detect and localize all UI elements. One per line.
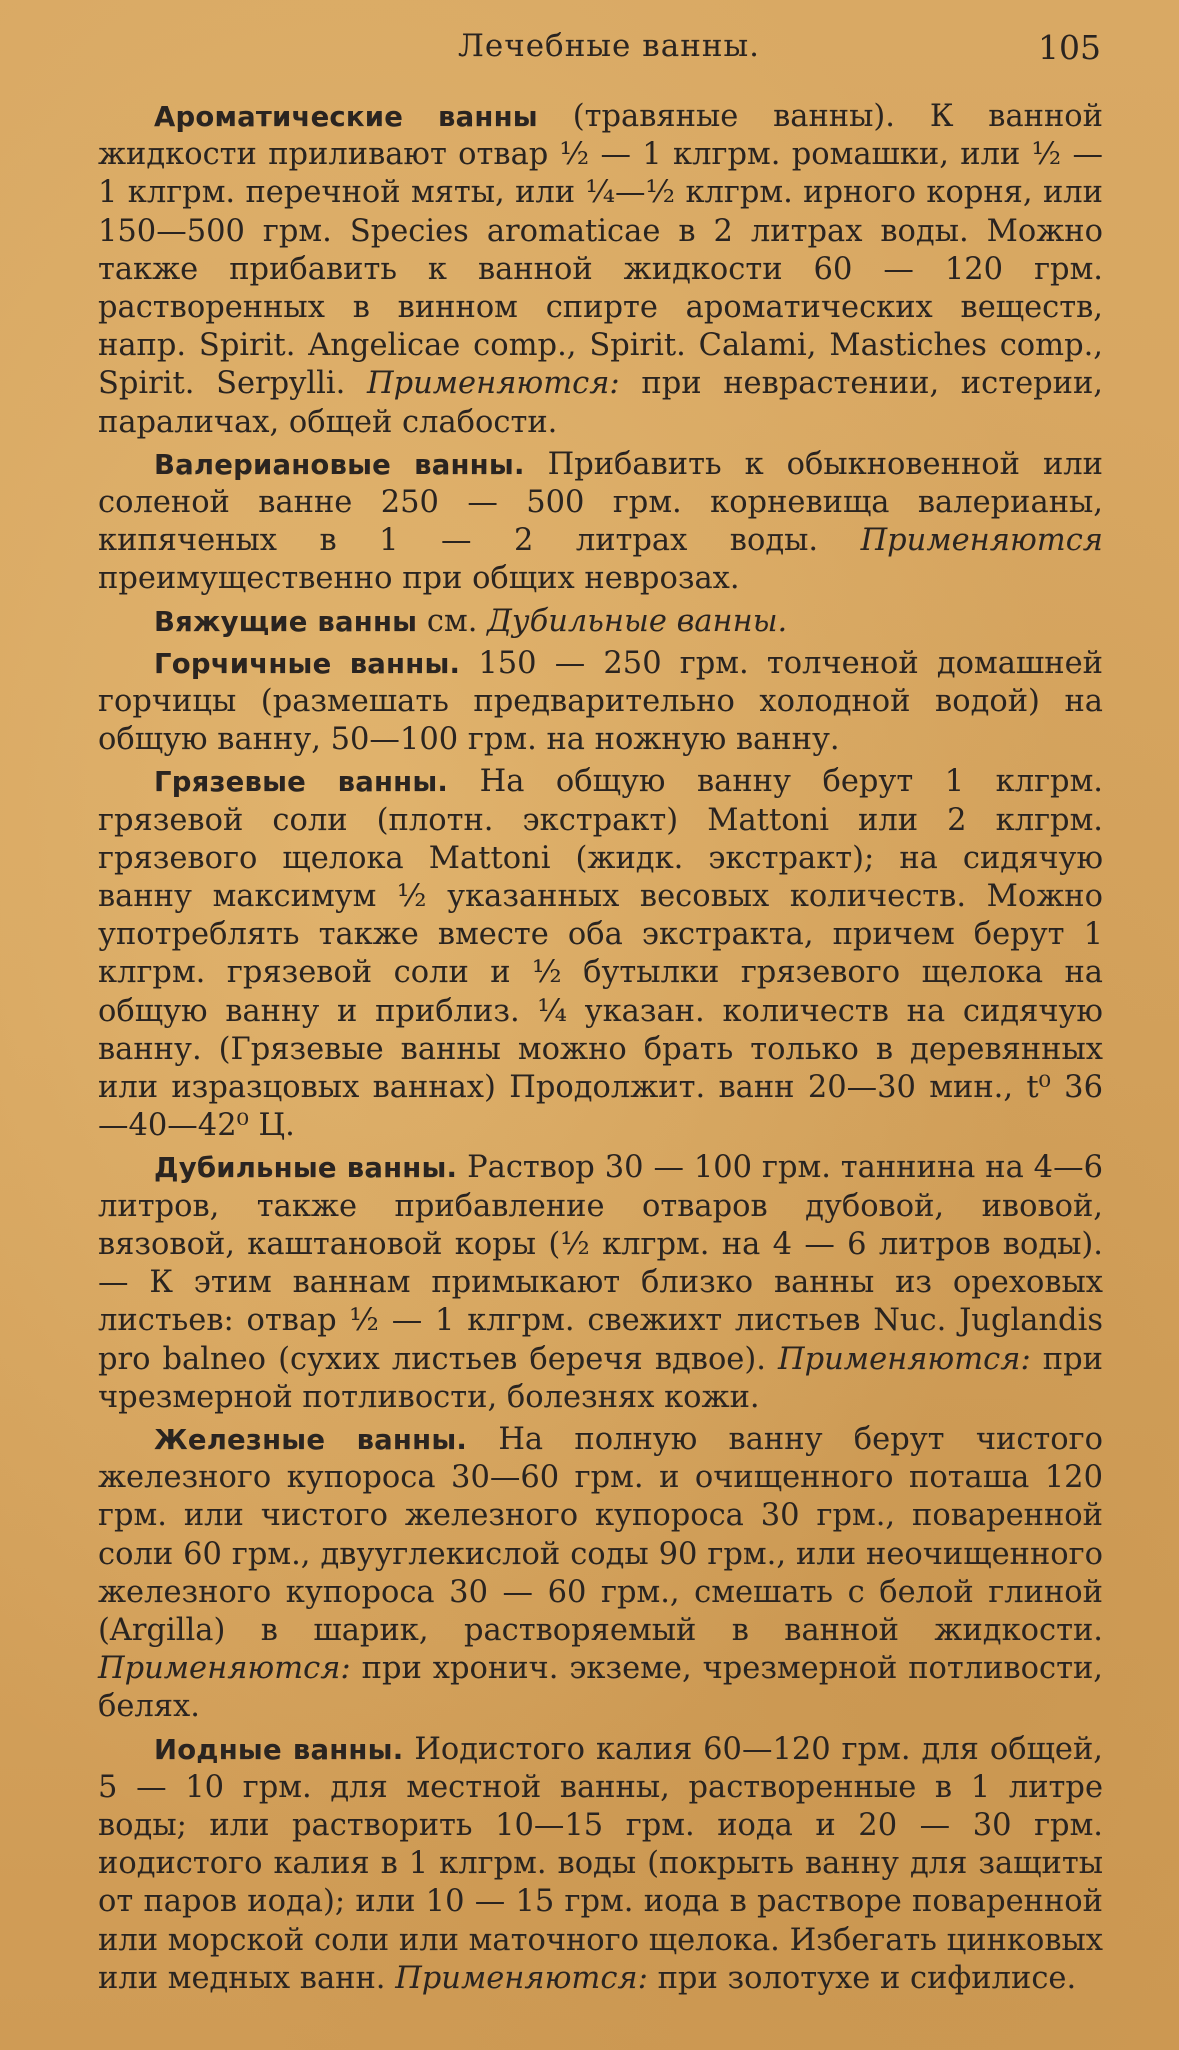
body-segment: преимущественно при общих неврозах. xyxy=(98,561,740,597)
body-segment: Иодистого калия 60—120 грм. для общей, 5 — 10 грм. для местной ванны, растворенные в 1 литре воды; или растворить 10—15 грм. иода и 20 — 30 грм. иодистого калия в 1 клгрм. воды (покрыть ванну для защиты от паров иода); или 10 — 15 грм. иода в растворе поваренной или морской соли или маточного щелока. Избегать цинковых или медных ванн. xyxy=(98,1731,1104,1996)
paragraph xyxy=(98,645,1103,760)
entry-heading: Валериановые ванны. xyxy=(154,448,525,481)
body-segment: (травяные ванны). К ванной жидкости приливают отвар ½ — 1 клгрм. ромашки, или ½ — 1 клгрм. перечной мяты, или ¼—½ клгрм. ирного корня, или 150—500 грм. Species aromaticae в 2 литрах воды. Можно также прибавить к ванной жидкости 60 — 120 грм. растворенных в винном спирте ароматических веществ, напр. Spirit. Angelicae comp., Spirit. Calami, Mastiches comp., Spirit. Serpylli. xyxy=(98,99,1103,402)
page-header xyxy=(98,28,1101,72)
body-segment: На полную ванну берут чистого железного купороса 30—60 грм. и очищенного поташа 120 грм. или чистого железного купороса 30 грм., поваренной соли 60 грм., двууглекислой соды 90 грм., или неочищенного железного купороса 30 — 60 грм., смешать с белой глиной (Argilla) в шарик, растворяемый в ванной жидкости. xyxy=(98,1421,1103,1648)
body-segment: при хронич. экземе, чрезмерной потливости, белях. xyxy=(98,1651,1103,1725)
emphasis-text: Применяются: xyxy=(778,1341,1031,1377)
page-number: 105 xyxy=(1038,28,1101,67)
body-segment: при золотухе и сифилисе. xyxy=(647,1960,1077,1996)
entry-heading: Дубильные ванны. xyxy=(154,1152,458,1185)
running-title: Лечебные ванны. xyxy=(458,28,761,64)
body-segment: Раствор 30 — 100 грм. таннина на 4—6 литров, также прибавление отваров дубовой, ивовой, вязовой, каштановой коры (½ клгрм. на 4 — 6 литров воды). — К этим ваннам примыкают близко ванны из ореховых листьев: отвар ½ — 1 клгрм. свежихт листьев Nuc. Juglandis pro balneo (сухих листьев беречя вдвое). xyxy=(98,1150,1103,1377)
entry-heading: Иодные ванны. xyxy=(154,1733,404,1766)
paragraph xyxy=(98,446,1103,599)
body-segment: см. xyxy=(417,603,488,639)
paragraph xyxy=(98,1421,1103,1727)
body-segment: при чрезмерной потливости, болезнях кожи. xyxy=(98,1341,1103,1415)
paragraph xyxy=(98,1149,1103,1416)
body-segment: при неврастении, истерии, параличах, общей слабости. xyxy=(98,366,1103,440)
entry-heading: Ароматические ванны xyxy=(154,101,538,133)
emphasis-text: Дубильные ванны. xyxy=(487,603,788,639)
emphasis-text: Применяются: xyxy=(98,1651,351,1687)
emphasis-text: Применяются xyxy=(860,523,1103,559)
paragraph xyxy=(98,1731,1103,1998)
entry-heading: Железные ванны. xyxy=(154,1423,468,1456)
entry-heading: Горчичные ванны. xyxy=(154,647,461,680)
entry-heading: Вяжущие ванны xyxy=(154,605,418,638)
body-segment: Прибавить к обыкновенной или соленой ванне 250 — 500 грм. корневища валерианы, кипяченых в 1 — 2 литрах воды. xyxy=(98,446,1103,559)
paragraph xyxy=(98,98,1103,442)
body-segment: 150 — 250 грм. толченой домашней горчицы (размешать предварительно холодной водой) на общую ванну, 50—100 грм. на ножную ванну. xyxy=(98,645,1103,758)
emphasis-text: Применяются: xyxy=(367,366,620,402)
body-segment: На общую ванну берут 1 клгрм. грязевой соли (плотн. экстракт) Mattoni или 2 клгрм. грязевого щелока Mattoni (жидк. экстракт); на сидячую ванну максимум ½ указанных весовых количеств. Можно употреблять также вместе оба экстракта, причем берут 1 клгрм. грязевой соли и ½ бутылки грязевого щелока на общую ванну и приблиз. ¼ указан. количеств на сидячую ванну. (Грязевые ванны можно брать только в деревянных или изразцовых ваннах) Продолжит. ванн 20—30 мин., t⁰ 36—40—42⁰ Ц. xyxy=(98,764,1103,1144)
paragraph xyxy=(98,763,1103,1145)
body-text xyxy=(98,98,1103,2002)
entry-heading: Грязевые ванны. xyxy=(154,766,449,799)
paragraph xyxy=(98,603,1103,641)
emphasis-text: Применяются: xyxy=(395,1960,648,1996)
